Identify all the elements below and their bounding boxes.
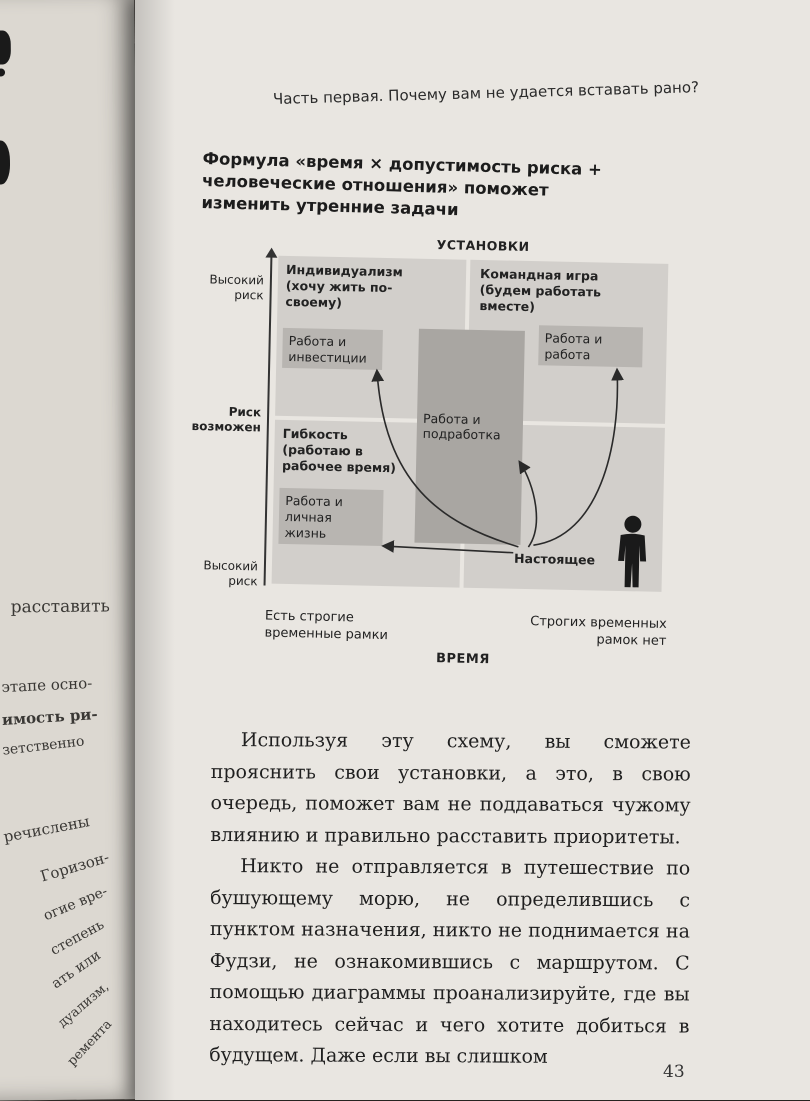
quadrant-label-flexibility: Гибкость (работаю в рабочее время) xyxy=(281,425,397,476)
previous-page-fragment: расставить xyxy=(10,596,110,618)
quadrant-label-individualism: Индивидуализм (хочу жить по-своему) xyxy=(285,261,403,311)
previous-page-fragment: зетственно xyxy=(1,733,86,759)
ink-blot-top-small xyxy=(0,68,5,76)
x-label-left: Есть строгие временные рамки xyxy=(264,608,389,644)
previous-page-fragment: речислены xyxy=(2,812,92,846)
previous-page-fragment: Горизон- xyxy=(38,848,112,886)
arrow-to-work-work xyxy=(533,369,617,547)
previous-page-fragment: дуализм, xyxy=(55,979,112,1031)
box-work-personal: Работа и личная жизнь xyxy=(278,488,383,546)
y-label-middle: Риск возможен xyxy=(191,404,262,435)
running-head: Часть первая. Почему вам не удается вставать рано? xyxy=(272,78,700,108)
diagram-top-label: УСТАНОВКИ xyxy=(436,237,530,255)
previous-page-fragment: степень xyxy=(47,916,107,959)
paragraph: Никто не отправляется в путешествие по бушующему морю, не определившись с пунктом назначения, никто не поднимается на Фудзи, не ознакомившись с маршрутом. С помощью диаграммы проанализируйте, где вы находитесь сейчас и чего хотите добиться в будущем. Даже если вы слишком xyxy=(209,855,691,1068)
previous-page-fragment: ать или xyxy=(48,947,104,993)
previous-page-fragment: этапе осно- xyxy=(1,673,93,697)
y-label-top: Высокий риск xyxy=(209,272,265,303)
box-work-work: Работа и работа xyxy=(538,325,643,367)
book-page xyxy=(135,0,810,1100)
quadrant-label-teamwork: Командная игра (будем работать вместе) xyxy=(479,265,602,315)
x-axis-title: ВРЕМЯ xyxy=(435,651,490,668)
previous-page xyxy=(0,0,146,1101)
y-label-bottom: Высокий риск xyxy=(203,558,259,589)
previous-page-fragment: ремента xyxy=(64,1017,116,1070)
previous-page-fragment: имость ри- xyxy=(1,705,99,730)
ink-blot-top xyxy=(0,30,11,64)
x-label-right: Строгих временных рамок нет xyxy=(530,614,667,649)
arrow-to-work-personal xyxy=(384,546,513,553)
diagram-arrows xyxy=(186,228,695,678)
ink-blot-mid xyxy=(0,140,10,184)
arrow-to-work-investment xyxy=(373,372,522,547)
page-number: 43 xyxy=(663,1062,685,1082)
arrow-to-work-side-job xyxy=(518,463,537,547)
present-label: Настоящее xyxy=(513,550,596,568)
previous-page-fragment: огие вре- xyxy=(41,883,110,925)
person-icon xyxy=(612,515,654,590)
body-text xyxy=(209,725,691,1074)
box-work-investment: Работа и инвестиции xyxy=(282,328,383,370)
figure-title: Формула «время × допустимость риска + человеческие отношения» поможет изменить утренние задачи xyxy=(201,148,603,220)
diagram xyxy=(186,228,695,678)
box-work-side-job: Работа и подработка xyxy=(422,410,501,443)
paragraph: Используя эту схему, вы сможете прояснить свои установки, а это, в свою очередь, поможет вам не поддаваться чужому влиянию и правильно расставить приоритеты. xyxy=(210,729,691,848)
